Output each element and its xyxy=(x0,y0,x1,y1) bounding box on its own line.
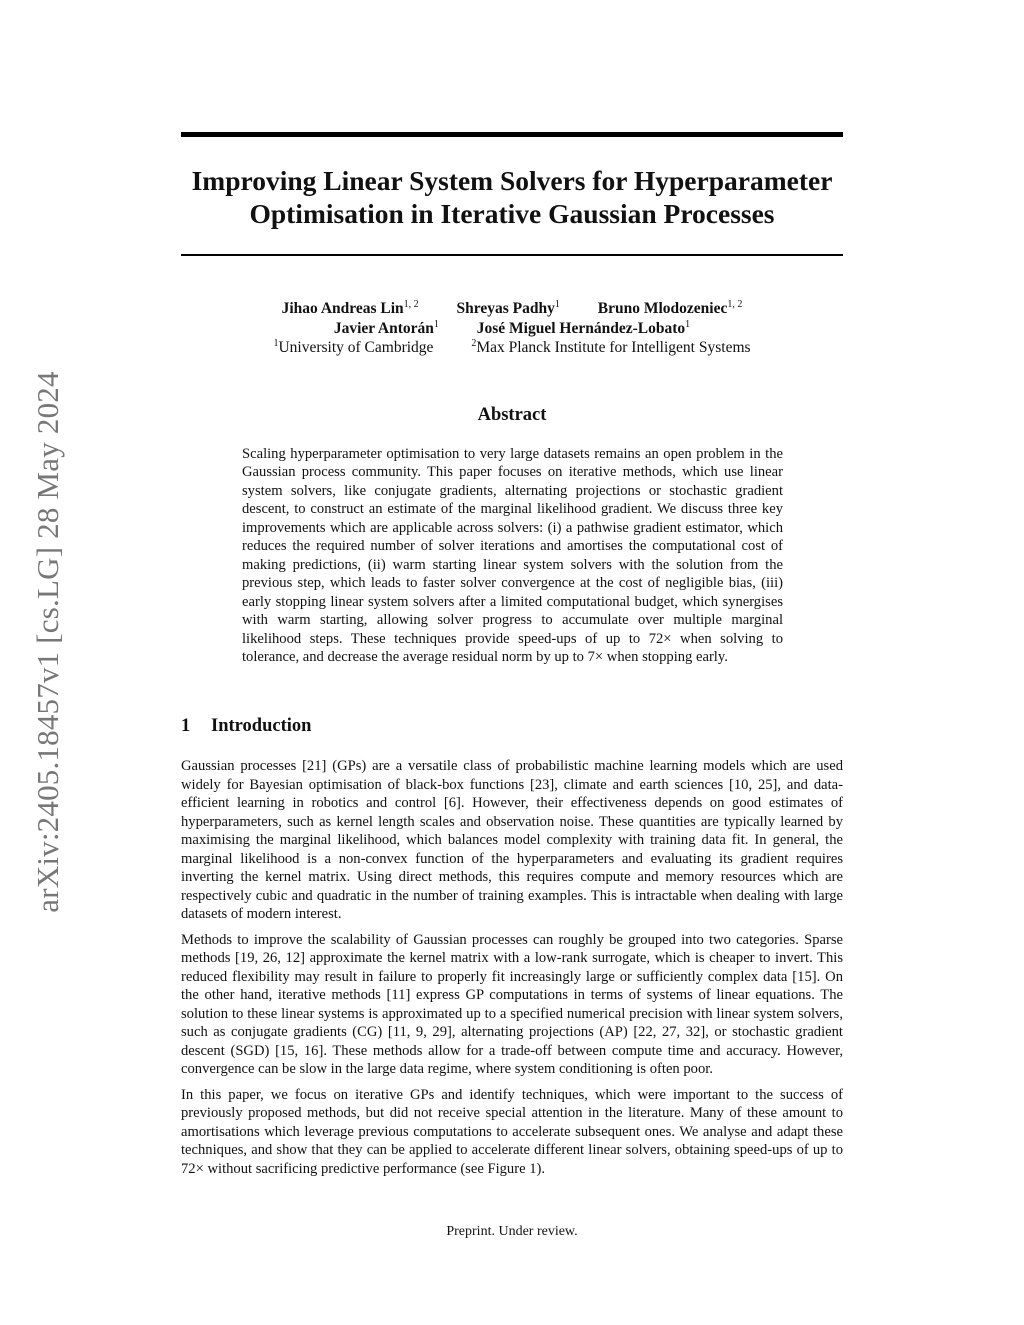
section-number: 1 xyxy=(181,716,191,736)
affiliation: University of Cambridge xyxy=(278,339,434,356)
abstract-text: Scaling hyperparameter optimisation to very large datasets remains an open problem in the Gaussian process community. This paper focuses on iterative methods, which use linear system solvers, like conjugate gradients, alternating projections or stochastic gradient descent, to construct an estimate of the marginal likelihood gradient. We discuss three key improvements which are applicable across solvers: (i) a pathwise gradient estimator, which reduces the required number of solver iterations and amortises the computational cost of making predictions, (ii) warm starting linear system solvers with the solution from the previous step, which leads to faster solver convergence at the cost of negligible bias, (iii) early stopping linear system solvers after a limited computational budget, which synergises with warm starting, allowing solver progress to accumulate over multiple marginal likelihood steps. These techniques provide speed-ups of up to 72× when solving to tolerance, and decrease the average residual norm by up to 7× when stopping early. xyxy=(242,446,783,665)
author-name: Shreyas Padhy xyxy=(456,300,555,317)
author-name: José Miguel Hernández-Lobato xyxy=(476,319,686,337)
paragraph: Methods to improve the scalability of Gaussian processes can roughly be grouped into two categories. Sparse methods [19, 26, 12] approximate the kernel matrix with a low-rank surrogate, which is cheaper to invert. This reduced flexibility may result in failure to properly fit increasingly large or sufficiently complex data [15]. On the other hand, iterative methods [11] express GP computations in terms of systems of linear equations. The solution to these linear systems is approximated up to a specified numerical precision with linear system solvers, such as conjugate gradients (CG) [11, 9, 29], alternating projections (AP) [22, 27, 32], or stochastic gradient descent (SGD) [15, 16]. These methods allow for a trade-off between compute time and accuracy. However, convergence can be slow in the large data regime, where system conditioning is often poor. xyxy=(181,931,843,1077)
author-affiliation-mark: 1 xyxy=(433,318,439,330)
author-name: Javier Antorán xyxy=(333,319,434,337)
title-rule-bottom xyxy=(181,254,843,256)
paragraph: In this paper, we focus on iterative GPs and identify techniques, which were important to the success of previously proposed methods, but did not receive special attention in the literature. Many of these amount to amortisations which leverage previous computations to accelerate subsequent ones. We analyse and adapt these techniques, and show that they can be applied to accelerate different linear solvers, obtaining speed-ups of up to 72× without sacrificing predictive performance (see Figure 1). xyxy=(181,1086,843,1177)
paragraph: Gaussian processes [21] (GPs) are a versatile class of probabilistic machine learning models which are used widely for Bayesian optimisation of black-box functions [23], climate and earth sciences [10, 25], and data-efficient learning in robotics and control [6]. However, their effectiveness depends on good estimates of hyperparameters, such as kernel length scales and observation noise. These quantities are typically learned by maximising the marginal likelihood, which balances model complexity with training data fit. In general, the marginal likelihood is a non-convex function of the hyperparameters and evaluating its gradient requires inverting the kernel matrix. Using direct methods, this requires compute and memory resources which are respectively cubic and quadratic in the number of training examples. This is intractable when dealing with large datasets of modern interest. xyxy=(181,758,843,922)
section-body xyxy=(181,757,843,1185)
affiliation: Max Planck Institute for Intelligent Systems xyxy=(476,339,751,356)
section-title: Introduction xyxy=(211,716,312,736)
author-name: Bruno Mlodozeniec xyxy=(597,300,728,317)
author-affiliation-mark: 1, 2 xyxy=(403,299,419,310)
author-name: Jihao Andreas Lin xyxy=(281,300,404,317)
paper-title: Improving Linear System Solvers for Hyperparameter Optimisation in Iterative Gaussian Processes xyxy=(191,165,833,229)
author-line-1 xyxy=(181,299,843,319)
author-line-2 xyxy=(181,319,843,339)
affiliations-line xyxy=(181,338,843,358)
author-block xyxy=(181,299,843,358)
page-footer: Preprint. Under review. xyxy=(446,1224,578,1239)
abstract-heading: Abstract xyxy=(477,405,547,425)
affiliation-mark: 2 xyxy=(471,338,477,349)
author-affiliation-mark: 1 xyxy=(685,318,691,330)
title-rule-top xyxy=(181,132,843,137)
section-heading xyxy=(181,716,311,737)
author-affiliation-mark: 1, 2 xyxy=(727,299,743,310)
arxiv-stamp: arXiv:2405.18457v1 [cs.LG] 28 May 2024 xyxy=(30,371,65,913)
author-affiliation-mark: 1 xyxy=(554,299,560,310)
affiliation-mark: 1 xyxy=(273,338,279,349)
